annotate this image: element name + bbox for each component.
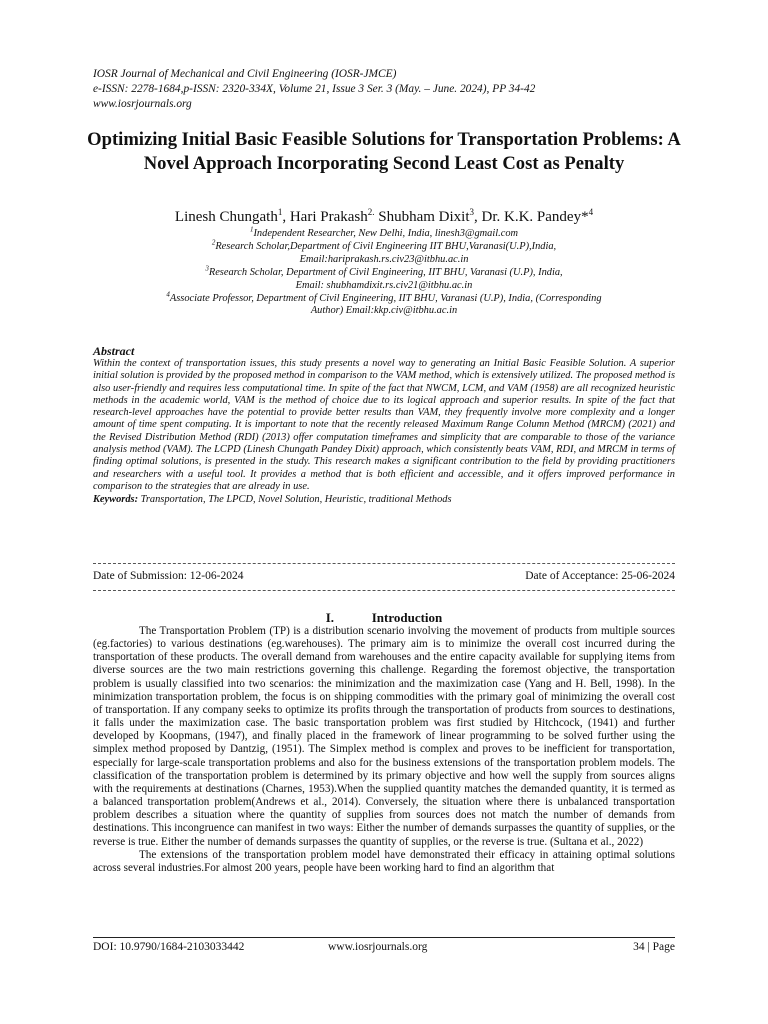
footer-doi: DOI: 10.9790/1684-2103033442 [93,941,245,953]
author-list [93,208,675,226]
acceptance-date: Date of Acceptance: 25-06-2024 [525,570,675,582]
author-mark: 1 [277,207,283,217]
author-separator: , [474,209,482,225]
affiliation [93,238,675,267]
paragraph: The extensions of the transportation problem model have demonstrated their efficacy in attaining optimal solutions across several industries.For almost 200 years, people have been working hard to find an algorithm that [93,848,675,874]
journal-website: www.iosrjournals.org [93,98,192,110]
author-name: Linesh Chungath [174,209,278,225]
affiliation [93,264,675,293]
page-footer [93,940,675,954]
dashed-divider [93,563,675,564]
affiliation-line: Research Scholar,Department of Civil Engineering IIT BHU,Varanasi(U.P),India, [215,240,557,252]
dates-row [93,569,675,583]
affiliation-line: Author) Email:kkp.civ@itbhu.ac.in [310,305,458,317]
affiliation [93,290,675,319]
journal-issn: e-ISSN: 2278-1684,p-ISSN: 2320-334X, Volume 21, Issue 3 Ser. 3 (May. – June. 2024), PP 34-42 [93,83,536,95]
page-number: 34 | Page [633,941,675,953]
author-mark: 4 [588,207,594,217]
author-mark: 2. [367,207,375,217]
dashed-divider [93,590,675,591]
author-name: Dr. K.K. Pandey* [481,209,589,225]
footer-rule [93,937,675,938]
author-name: Shubham Dixit [378,209,470,225]
abstract-text: Within the context of transportation issues, this study presents a novel way to generating an Initial Basic Feasible Solution. A superior initial solution is provided by the proposed method in comparison to the VAM method, which is extensively utilized. The proposed method is also user-friendly and requires less computational time. In spite of the fact that NWCM, LCM, and VAM (1958) are all recognized heuristic methods in the academic world, VAM is the method of choice due to its logical approach and superior results. In spite of the fact that research-level approaches have the potential to provide better results than VAM, they frequently involve more complexity and a longer amount of time spent computing. It is important to note that the recently released Maximum Range Column Method (MRCM) (2021) and the Revised Distribution Method (RDI) (2013) offer computation timeframes and simplicity that are comparable to those of the variance analysis method (VAM). The LCPD (Linesh Chungath Pandey Dixit) approach, which consistently beats VAM, RDI, and MRCM in terms of finding optimal solutions, is presented in the study. This research makes a significant contribution to the field by providing practitioners and researchers with a useful tool. It provides a method that is both efficient and accessible, and it offers improved performance in comparison to the strategies that are already in use. [93,358,675,492]
abstract-section [93,344,675,506]
journal-name: IOSR Journal of Mechanical and Civil Engineering (IOSR-JMCE) [93,68,397,80]
affiliation-mark: 1 [249,225,254,234]
paper-title: Optimizing Initial Basic Feasible Solutions for Transportation Problems: A Novel Approach Incorporating Second Least Cost as Penalty [87,129,681,174]
keywords [93,493,675,506]
affiliation [93,225,675,241]
affiliation-line: Email:hariprakash.rs.civ23@itbhu.ac.in [299,253,469,265]
section-heading [93,610,675,626]
keywords-label: Keywords: [93,494,139,506]
section-title: Introduction [371,610,443,625]
footer-website: www.iosrjournals.org [328,941,428,953]
author-mark: 3 [469,207,474,217]
affiliation-mark: 3 [205,264,209,273]
affiliation-list [93,225,675,318]
author-separator: , [282,209,290,225]
submission-date: Date of Submission: 12-06-2024 [93,570,244,582]
affiliation-line: Email: shubhamdixit.rs.civ21@itbhu.ac.in [295,279,473,291]
affiliation-mark: 2 [211,238,216,247]
affiliation-mark: 4 [166,290,170,299]
author-name: Hari Prakash [289,209,368,225]
body-text [93,625,675,875]
abstract-heading: Abstract [93,344,135,358]
section-number: I. [325,610,335,625]
journal-header [93,67,683,112]
affiliation-line: Research Scholar, Department of Civil Engineering, IIT BHU, Varanasi (U.P), India, [208,266,563,278]
affiliation-line: Associate Professor, Department of Civil Engineering, IIT BHU, Varanasi (U.P), India, (Corresponding [169,292,602,304]
affiliation-line: Independent Researcher, New Delhi, India, linesh3@gmail.com [253,228,519,239]
keywords-text: Transportation, The LPCD, Novel Solution, Heuristic, traditional Methods [140,494,452,506]
paragraph: The Transportation Problem (TP) is a distribution scenario involving the movement of products from multiple sources (eg.factories) to various destinations (eg.warehouses). The primary aim is to minimize the overall cost incurred during the transportation of these products. The overall demand from warehouses and the entire capacity available for supplying items from diverse sources are the two main restrictions governing this challenge. Regarding the foremost objective, the transportation problem is usually classified into two scenarios: the minimization and the maximization case (Yang and H. Bell, 1998). In the minimization transportation problem, the focus is on shipping commodities with the primary goal of minimizing the overall cost of transportation. If any company seeks to optimize its profits through the transportation of products from sources to destinations, it falls under the maximization case. The basic transportation problem was first studied by Hitchcock, (1941) and further developed by Koopmans, (1947), and finally placed in the framework of linear programming to be solved further using the simplex method proposed by Dantzig, (1951). The Simplex method is complex and proves to be inefficient for transportation, especially for large-scale transportation problems and also for the business extensions of the transportation problem models. The classification of the transportation problem is determined by its primary objective and how well the supply from sources aligns with the requirements at destinations (Charnes, 1953).When the supplied quantity matches the demanded quantity, it is termed as a balanced transportation problem(Andrews et al., 2014). Conversely, the situation where there is unbalanced transportation problem describes a situation where the quantity of supplies from sources does not match the number of demands from destinations. This incongruence can manifest in two ways: Either the number of demands surpasses the quantity of supplies, or the reverse is true. Either the number of demands surpasses the quantity of supplies, or the reverse is true. (Sultana et al., 2022) [93,625,675,848]
